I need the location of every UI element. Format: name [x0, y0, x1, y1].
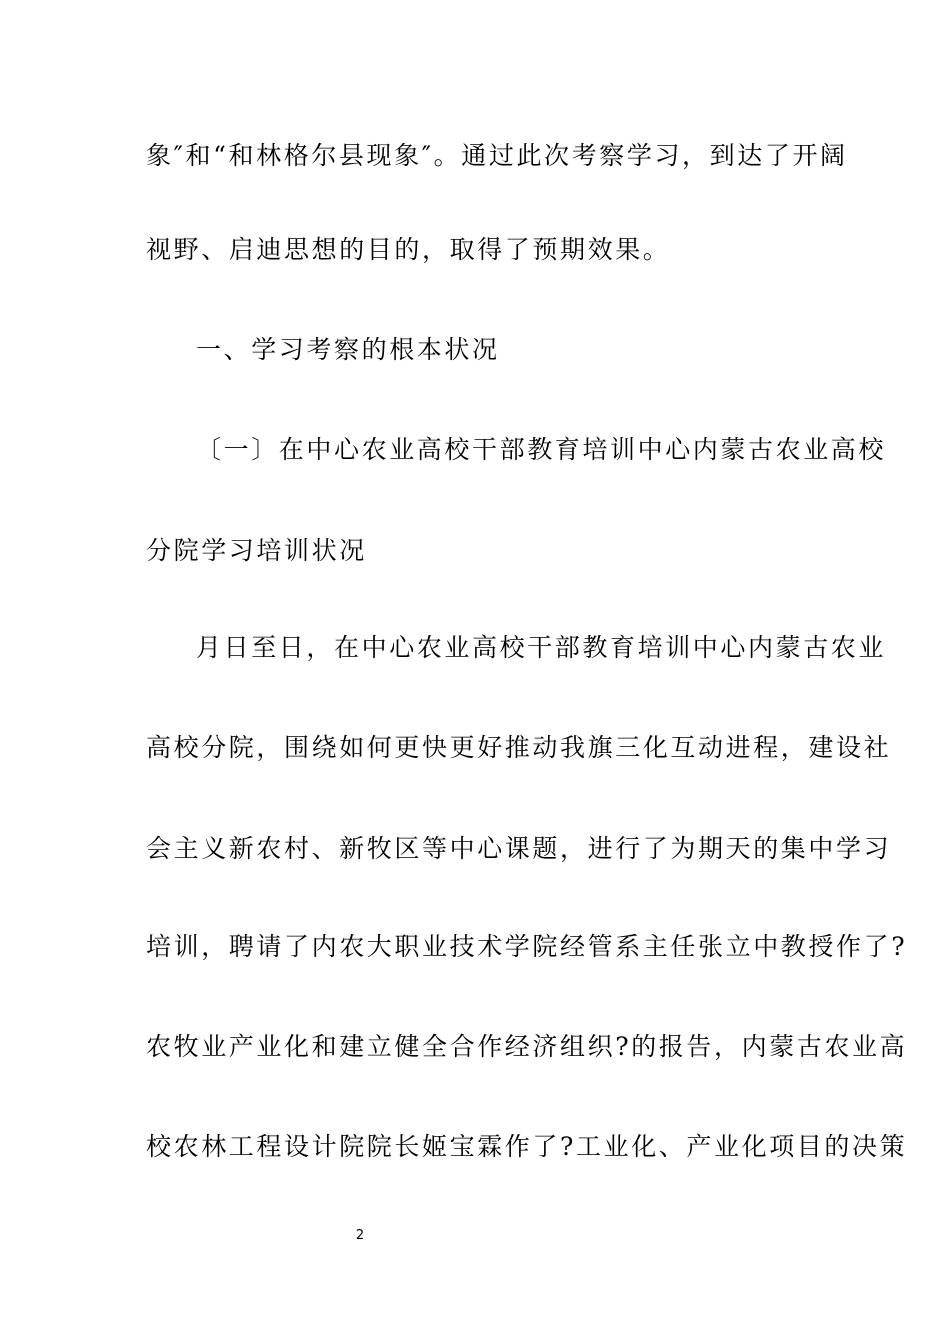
- subsection-heading-line-1: 〔一〕在中心农业高校干部教育培训中心内蒙古农业高校: [196, 435, 887, 464]
- text-line-11: 校农林工程设计院院长姬宝霖作了?工业化、产业化项目的决策: [146, 1132, 908, 1161]
- section-heading: 一、学习考察的根本状况: [196, 335, 500, 364]
- text-line-10: 农牧业产业化和建立健全合作经济组织?的报告，内蒙古农业高: [146, 1032, 908, 1061]
- text-line-2: 视野、启迪思想的目的，取得了预期效果。: [146, 235, 671, 264]
- text-line-7: 高校分院，围绕如何更快更好推动我旗三化互动进程，建设社: [146, 733, 892, 762]
- subsection-heading-line-2: 分院学习培训状况: [146, 536, 367, 565]
- text-line-6: 月日至日，在中心农业高校干部教育培训中心内蒙古农业: [196, 633, 887, 662]
- text-line-8: 会主义新农村、新牧区等中心课题，进行了为期天的集中学习: [146, 834, 892, 863]
- text-line-1: 象″和“和林格尔县现象″。通过此次考察学习，到达了开阔: [146, 141, 848, 170]
- page-number: 2: [355, 1228, 365, 1243]
- text-line-9: 培训，聘请了内农大职业技术学院经管系主任张立中教授作了?: [146, 932, 908, 961]
